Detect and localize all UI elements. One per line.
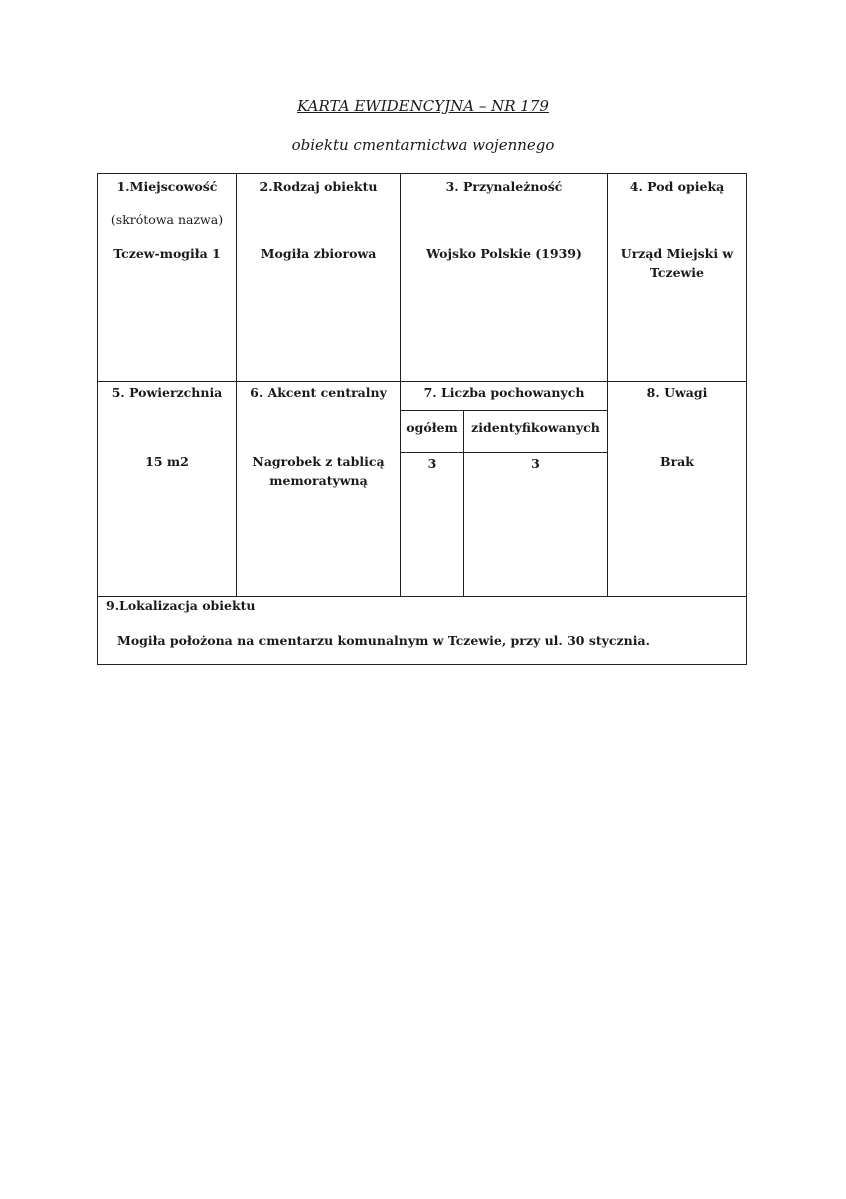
burial-subcol-divider bbox=[463, 410, 464, 596]
burials-total-label: ogółem bbox=[406, 420, 458, 435]
location-label: 9.Lokalizacja obiektu bbox=[106, 598, 256, 613]
record-card-table bbox=[97, 173, 747, 665]
burial-values-divider bbox=[400, 452, 607, 453]
object-type-value: Mogiła zbiorowa bbox=[260, 246, 377, 261]
central-accent-value-line2: memoratywną bbox=[269, 473, 368, 488]
custodian-value-line1: Urząd Miejski w bbox=[620, 246, 734, 261]
row-divider-1 bbox=[98, 381, 746, 382]
card-subtitle: obiektu cmentarnictwa wojennego bbox=[291, 136, 555, 154]
location-value: Mogiła położona na cmentarzu komunalnym w Tczewie, przy ul. 30 stycznia. bbox=[117, 633, 650, 648]
area-label: 5. Powierzchnia bbox=[111, 385, 223, 400]
locality-sublabel: (skrótowa nazwa) bbox=[110, 212, 224, 227]
custodian-label: 4. Pod opieką bbox=[629, 179, 725, 194]
remarks-value: Brak bbox=[660, 454, 694, 469]
locality-value: Tczew-mogiła 1 bbox=[113, 246, 221, 261]
central-accent-label: 6. Akcent centralny bbox=[250, 385, 387, 400]
card-title: KARTA EWIDENCYJNA – NR 179 bbox=[297, 97, 549, 115]
locality-label: 1.Miejscowość bbox=[116, 179, 218, 194]
burials-label: 7. Liczba pochowanych bbox=[423, 385, 585, 400]
burials-identified-value: 3 bbox=[531, 456, 540, 471]
remarks-label: 8. Uwagi bbox=[646, 385, 708, 400]
burial-subheader-divider bbox=[400, 410, 607, 411]
object-type-label: 2.Rodzaj obiektu bbox=[259, 179, 378, 194]
central-accent-value-line1: Nagrobek z tablicą bbox=[252, 454, 385, 469]
affiliation-label: 3. Przynależność bbox=[445, 179, 563, 194]
affiliation-value: Wojsko Polskie (1939) bbox=[426, 246, 582, 261]
custodian-value-line2: Tczewie bbox=[650, 265, 704, 280]
area-value: 15 m2 bbox=[145, 454, 189, 469]
burials-identified-label: zidentyfikowanych bbox=[471, 420, 600, 435]
row-divider-2 bbox=[98, 596, 746, 597]
burials-total-value: 3 bbox=[427, 456, 437, 471]
